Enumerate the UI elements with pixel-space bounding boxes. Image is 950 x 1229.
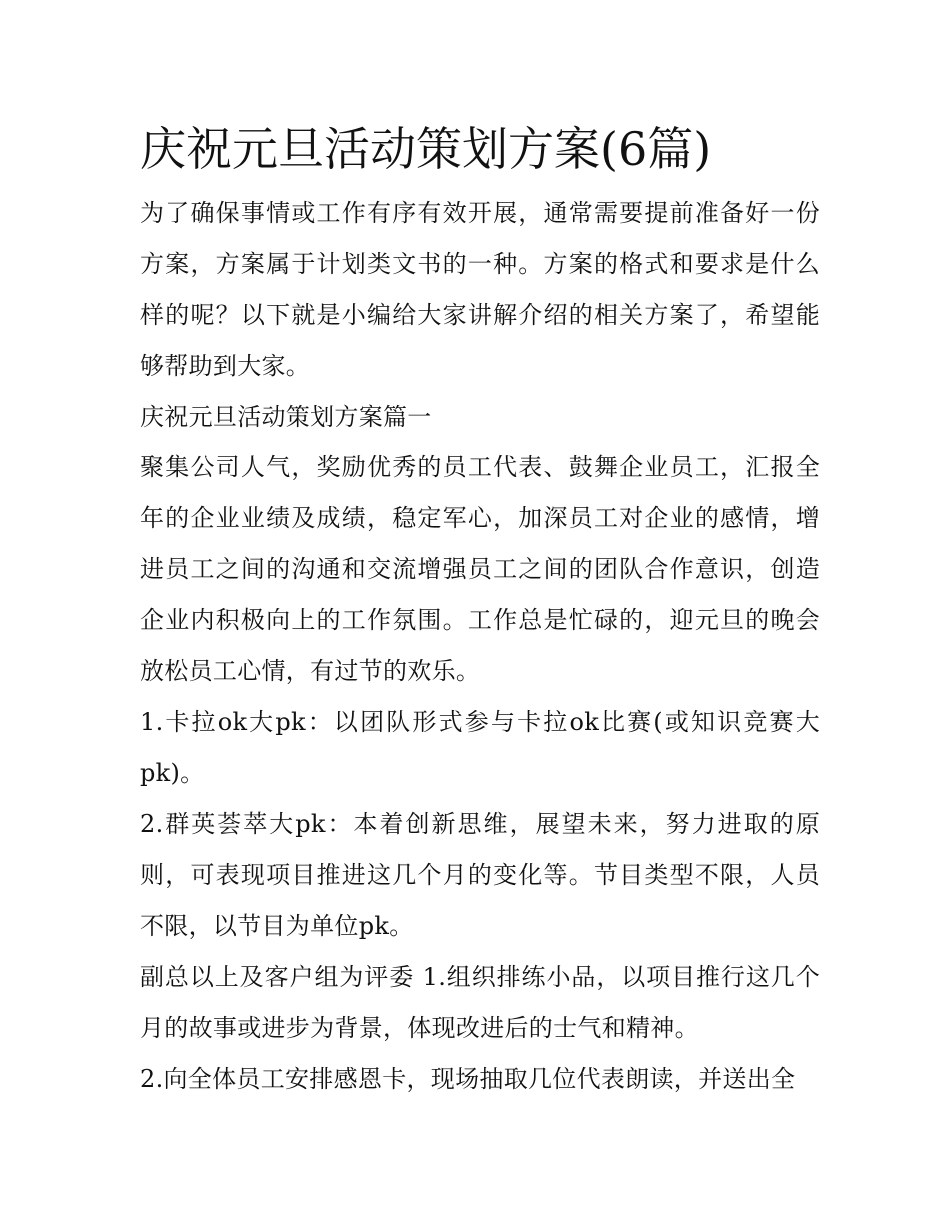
document-title: 庆祝元旦活动策划方案(6篇) (140, 122, 712, 176)
activity-item-1: 1.卡拉ok大pk：以团队形式参与卡拉ok比赛(或知识竞赛大pk)。 (140, 708, 820, 787)
intro-paragraph: 为了确保事情或工作有序有效开展，通常需要提前准备好一份方案，方案属于计划类文书的一种。方案的格式和要求是什么样的呢？以下就是小编给大家讲解介绍的相关方案了，希望能够帮助到大家。 (140, 199, 820, 380)
section-heading: 庆祝元旦活动策划方案篇一 (140, 403, 432, 431)
judges-paragraph: 副总以上及客户组为评委 1.组织排练小品，以项目推行这几个月的故事或进步为背景，体现改进后的士气和精神。 (140, 963, 820, 1042)
thanks-card-paragraph: 2.向全体员工安排感恩卡，现场抽取几位代表朗读，并送出全 (140, 1065, 796, 1093)
activity-item-2: 2.群英荟萃大pk：本着创新思维，展望未来，努力进取的原则，可表现项目推进这几个月的变化等。节目类型不限，人员不限，以节目为单位pk。 (140, 810, 820, 940)
purpose-paragraph: 聚集公司人气，奖励优秀的员工代表、鼓舞企业员工，汇报全年的企业业绩及成绩，稳定军心，加深员工对企业的感情，增进员工之间的沟通和交流增强员工之间的团队合作意识，创造企业内积极向上的工作氛围。工作总是忙碌的，迎元旦的晚会放松员工心情，有过节的欢乐。 (140, 453, 820, 685)
document-body (140, 110, 820, 1105)
